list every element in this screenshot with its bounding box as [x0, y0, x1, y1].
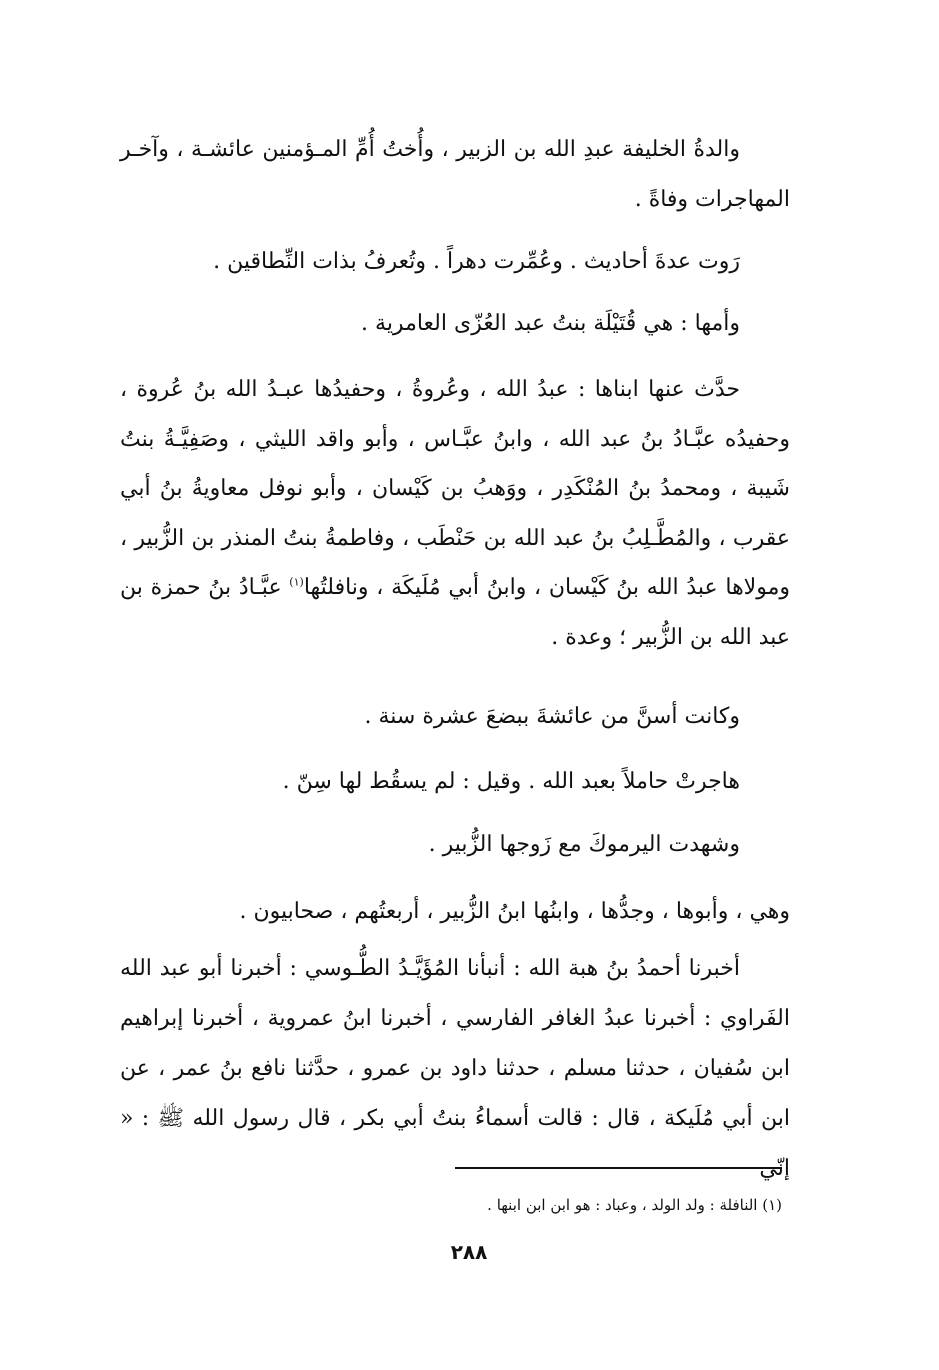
paragraph-7: وشهدت اليرموكَ مع زَوجها الزُّبير . [428, 832, 740, 857]
footnote-divider [455, 1167, 782, 1169]
paragraph-6: هاجرتْ حاملاً بعبد الله . وقيل : لم يسقُط لها سِنّ . [282, 769, 740, 794]
paragraph-hijra [120, 757, 790, 807]
paragraph-mother [120, 299, 790, 349]
paragraph-2: رَوت عدةَ أحاديث . وعُمِّرت دهراً . وتُعرفُ بذات النِّطاقين . [213, 249, 740, 274]
paragraph-3: وأمها : هي قُتَيْلَة بنتُ عبد العُزّى العامرية . [361, 311, 740, 336]
paragraph-narrations [120, 237, 790, 287]
paragraph-4-continuation: عبَّـادُ بنُ حمزة بن عبد الله بن الزُّبير ؛ وعدة . [120, 575, 790, 650]
paragraph-4 [120, 365, 790, 662]
paragraph-intro [120, 125, 790, 225]
paragraph-9: أخبرنا أحمدُ بنُ هبة الله : أنبأنا المُؤَيَّـدُ الطُّـوسي : أخبرنا أبو عبد الله الفَراوي : أخبرنا عبدُ الغافر الفارسي ، أخبرنا ابنُ عمروية ، أخبرنا إبراهيم ابن سُفيان ، حدثنا مسلم ، حدثنا داود بن عمرو ، حدَّثنا نافع بنُ عمر ، عن ابن أبي مُلَيكة ، قال : قالت أسماءُ بنتُ أبي بكر ، قال رسول الله ﷺ : « إنّي [120, 956, 790, 1181]
paragraph-4-text: حدَّث عنها ابناها : عبدُ الله ، وعُروةُ ، وحفيدُها عبـدُ الله بنُ عُروة ، وحفيدُه عبَّـادُ بنُ عبد الله ، وابنُ عبَّـاس ، وأبو واقد الليثي ، وصَفِيَّـةُ بنتُ شَيبة ، ومحمدُ بنُ المُنْكَدِر ، ووَهبُ بن كَيْسان ، وأبو نوفل معاويةُ بنُ أبي عقرب ، والمُطَّـلِبُ بنُ عبد الله بن حَنْطَب ، وفاطمةُ بنتُ المنذر بن الزُّبير ، ومولاها عبدُ الله بنُ كَيْسان ، وابنُ أبي مُلَيكَة ، ونافلتُها [120, 377, 790, 600]
footnote: (١) النافلة : ولد الولد ، وعباد : هو ابن ابن ابنها . [487, 1196, 782, 1214]
page-number: ٢٨٨ [450, 1240, 488, 1264]
paragraph-companions [120, 887, 790, 937]
paragraph-8: وهي ، وأبوها ، وجدُّها ، وابنُها ابنُ الزُّبير ، أربعتُهم ، صحابيون . [239, 899, 790, 924]
paragraph-yarmouk [120, 820, 790, 870]
paragraph-age [120, 692, 790, 742]
paragraph-isnad [120, 944, 790, 1194]
paragraph-5: وكانت أسنَّ من عائشةَ ببضعَ عشرة سنة . [364, 704, 740, 729]
paragraph-1: والدةُ الخليفة عبدِ الله بن الزبير ، وأُختُ أُمِّ المـؤمنين عائشـة ، وآخـر المهاجرات وفاةً . [120, 137, 790, 212]
footnote-reference: (١) [289, 575, 304, 589]
paragraph-narrators [120, 365, 790, 662]
